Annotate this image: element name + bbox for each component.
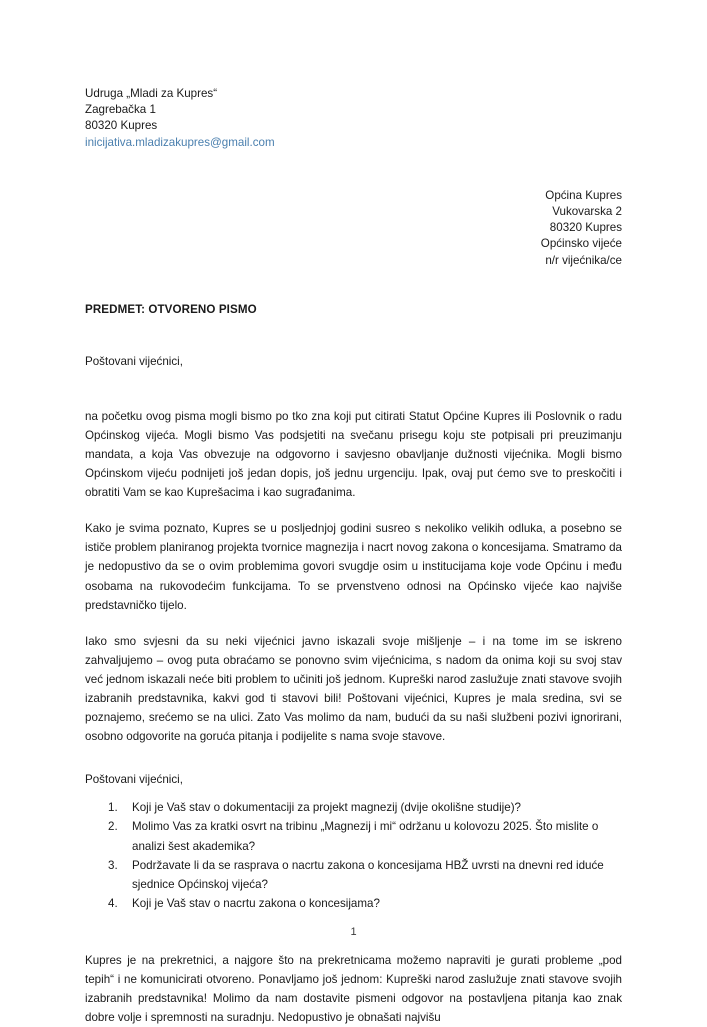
sender-line-street: Zagrebačka 1: [85, 103, 156, 117]
list-item-label: Koji je Vaš stav o nacrtu zakona o koncesijama?: [132, 896, 380, 910]
list-item-number: 1.: [108, 801, 118, 815]
body-paragraph-4: Kupres je na prekretnici, a najgore što na prekretnicama možemo napraviti je gurati probleme „pod tepih“ i ne komunicirati otvoreno. Ponavljamo još jednom: Kupreški narod zaslužuje znati stavove svojih izabranih predstavnika! Molimo da nam dostavite pismeni odgovor na postavljena pitanja kao znak dobre volje i spremnosti na suradnju. Nedopustivo je obnašati najvišu: [85, 953, 622, 1025]
list-item: [85, 798, 622, 817]
list-item-number: 2.: [108, 820, 118, 834]
list-item-label: Molimo Vas za kratki osvrt na tribinu „Magnezij i mi“ održanu u kolovozu 2025. Što mislite o analizi šest akademika?: [132, 820, 599, 853]
recipient-line-attention: n/r vijećnika/ce: [545, 253, 622, 267]
recipient-address-block: [85, 188, 622, 269]
recipient-line-street: Vukovarska 2: [552, 205, 622, 219]
list-item-number: 3.: [108, 858, 118, 872]
salutation-secondary: Poštovani vijećnici,: [85, 773, 183, 787]
list-item: [85, 856, 622, 894]
subject-line: PREDMET: OTVORENO PISMO: [85, 302, 257, 316]
recipient-line-city: 80320 Kupres: [549, 221, 622, 235]
list-item: [85, 894, 622, 913]
list-item-label: Koji je Vaš stav o dokumentaciji za projekt magnezij (dvije okolišne studije)?: [132, 801, 522, 815]
recipient-line-municipality: Općina Kupres: [545, 188, 622, 202]
recipient-line-council: Općinsko vijeće: [540, 237, 622, 251]
document-content: [85, 0, 622, 1027]
body-paragraph-2: Kako je svima poznato, Kupres se u posljednjoj godini susreo s nekoliko velikih odluka, a posebno se ističe problem planiranog projekta tvornice magnezija i nacrt novog zakona o koncesijama. Smatramo da je nedopustivo da se o ovim problemima govori svugdje osim u institucijama koje vode Općinu i među osobama na rukovodećim funkcijama. To se prvenstveno odnosi na Općinsko vijeće kao najviše predstavničko tijelo.: [85, 522, 622, 612]
list-item-label: Podržavate li da se rasprava o nacrtu zakona o koncesijama HBŽ uvrsti na dnevni red iduće sjednice Općinskoj vijeća?: [132, 858, 604, 891]
sender-email-link[interactable]: inicijativa.mladizakupres@gmail.com: [85, 135, 275, 149]
sender-address-block: [85, 86, 622, 151]
body-paragraph-3: Iako smo svjesni da su neki vijećnici javno iskazali svoje mišljenje – i na tome im se iskreno zahvaljujemo – ovog puta obraćamo se ponovno svim vijećnicima, s nadom da onima koji su svoj stav već jednom iskazali neće biti problem to učiniti još jednom. Kupreški narod zaslužuje znati stavove svojih izabranih predstavnika, kakvi god ti stavovi bili! Poštovani vijećnici, Kupres je mala sredina, svi se poznajemo, srećemo se na ulici. Zato Vas molimo da nam, budući da su naši službeni pozivi ignorirani, osobno odgovorite na goruća pitanja i podijelite s nama svoje stavove.: [85, 634, 622, 744]
sender-line-organization: Udruga „Mladi za Kupres“: [85, 87, 218, 100]
body-paragraph-1: na početku ovog pisma mogli bismo po tko zna koji put citirati Statut Općine Kupres ili Poslovnik o radu Općinskog vijeća. Mogli bismo Vas podsjetiti na svečanu prisegu koju ste potpisali pri preuzimanju mandata, a koja Vas obvezuje na odgovorno i savjesno obavljanje dužnosti vijećnika. Mogli bismo Općinskom vijeću podnijeti još jedan dopis, još jednu urgenciju. Ipak, ovaj put ćemo sve to preskočiti i obratiti Vam se kao Kuprešacima i kao sugrađanima.: [85, 409, 622, 500]
questions-list: [85, 798, 622, 913]
sender-line-city: 80320 Kupres: [85, 119, 158, 133]
list-item: [85, 817, 622, 855]
page-number: 1: [350, 926, 357, 938]
list-item-number: 4.: [108, 896, 118, 910]
salutation: Poštovani vijećnici,: [85, 354, 183, 368]
